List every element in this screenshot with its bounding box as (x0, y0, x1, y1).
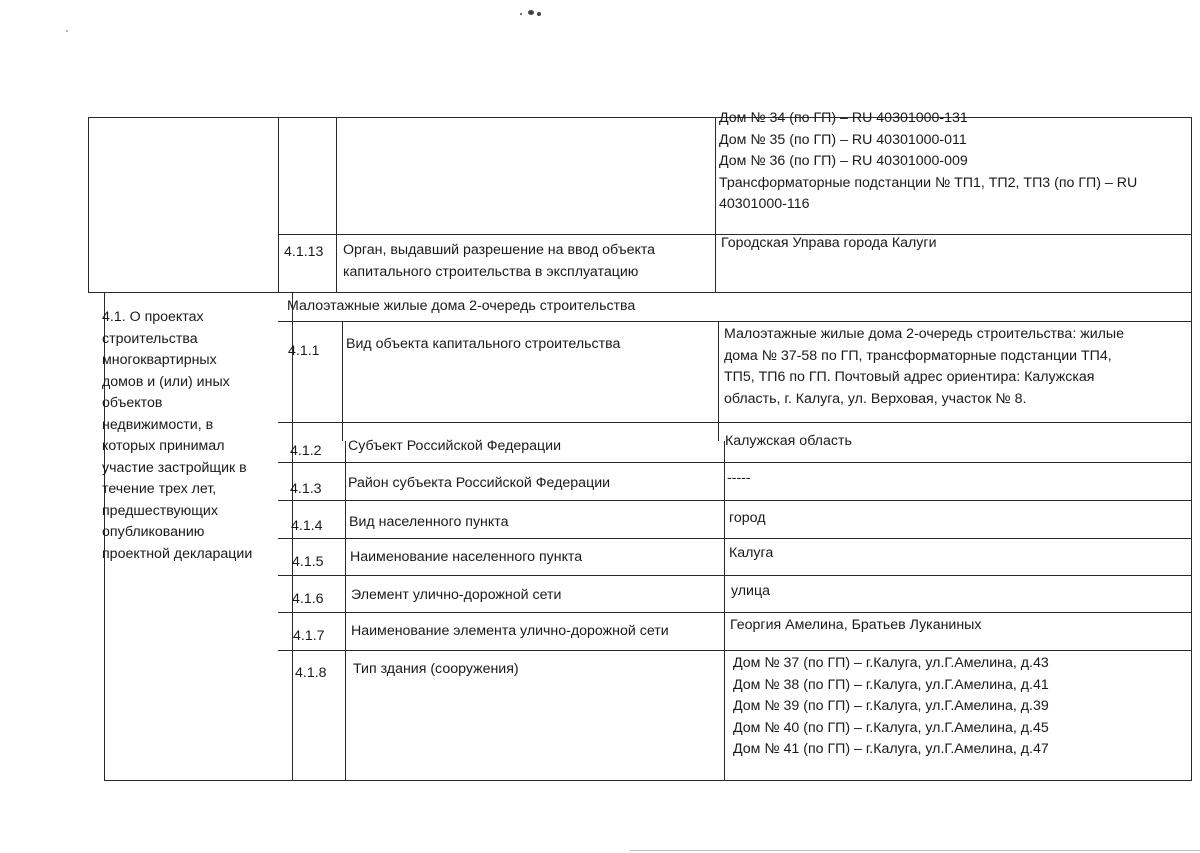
row-number: 4.1.4 (291, 518, 323, 534)
section-heading: 4.1. О проектах строительства многоквартирных домов и (или) иных объектов недвижимости, в которых принимал участие застройщик в течение трех лет, предшествующих опубликованию проектной декларации (102, 309, 253, 562)
row-label: Орган, выдавший разрешение на ввод объекта капитального строительства в эксплуатацию (343, 242, 656, 280)
row-number: 4.1.3 (290, 481, 322, 497)
row-number: 4.1.6 (292, 591, 324, 607)
permit-list (719, 108, 1137, 216)
house-address: Дом № 41 (по ГП) – г.Калуга, ул.Г.Амелина, д.47 (733, 741, 1049, 757)
row-value: Городская Управа города Калуги (721, 235, 937, 251)
row-label: Вид населенного пункта (349, 514, 509, 530)
row-label: Наименование населенного пункта (350, 549, 583, 565)
house-address: Дом № 40 (по ГП) – г.Калуга, ул.Г.Амелина, д.45 (733, 719, 1049, 736)
scan-speck (66, 30, 68, 32)
row-value: Калужская область (725, 433, 852, 449)
row-value: улица (731, 583, 771, 599)
permit-line: Дом № 34 (по ГП) – RU 40301000-131 (719, 110, 968, 126)
row-value (733, 653, 1049, 761)
row-label: Район субъекта Российской Федерации (348, 475, 611, 491)
row-number: 4.1.1 (288, 343, 320, 359)
scan-speck (537, 12, 541, 16)
row-value: ----- (727, 470, 751, 486)
house-address: Дом № 39 (по ГП) – г.Калуга, ул.Г.Амелина, д.39 (733, 698, 1049, 714)
row-label: Субъект Российской Федерации (348, 438, 561, 454)
permit-line: 40301000-116 (719, 196, 810, 212)
row-label: Тип здания (сооружения) (353, 661, 519, 677)
row-number: 4.1.2 (290, 443, 322, 459)
section-subtitle: Малоэтажные жилые дома 2-очередь строительства (287, 298, 636, 314)
row-number: 4.1.13 (284, 244, 324, 260)
row-label: Наименование элемента улично-дорожной сети (351, 623, 669, 639)
row-label: Вид объекта капитального строительства (346, 336, 621, 352)
row-number: 4.1.7 (293, 628, 325, 644)
permit-line: Дом № 36 (по ГП) – RU 40301000-009 (719, 153, 968, 169)
row-value: Калуга (729, 545, 774, 561)
row-value: город (729, 510, 766, 526)
row-label: Элемент улично-дорожной сети (351, 587, 562, 603)
row-number: 4.1.5 (292, 554, 324, 570)
row-value: Георгия Амелина, Братьев Луканиных (730, 617, 982, 633)
house-address: Дом № 37 (по ГП) – г.Калуга, ул.Г.Амелина, д.43 (733, 655, 1049, 671)
scan-speck (528, 10, 534, 15)
scan-speck (520, 13, 522, 15)
row-number: 4.1.8 (295, 665, 327, 681)
house-address: Дом № 38 (по ГП) – г.Калуга, ул.Г.Амелина, д.41 (733, 676, 1049, 693)
permit-line: Трансформаторные подстанции № ТП1, ТП2, ТП3 (по ГП) – RU (719, 174, 1138, 191)
permit-line: Дом № 35 (по ГП) – RU 40301000-011 (719, 131, 967, 148)
scan-edge-line (630, 850, 1200, 851)
row-value: Малоэтажные жилые дома 2-очередь строительства: жилые дома № 37-58 по ГП, трансформаторные подстанции ТП4, ТП5, ТП6 по ГП. Почтовый адрес ориентира: Калужская область, г. Калуга, ул. Верховая, участок № 8. (724, 326, 1124, 407)
